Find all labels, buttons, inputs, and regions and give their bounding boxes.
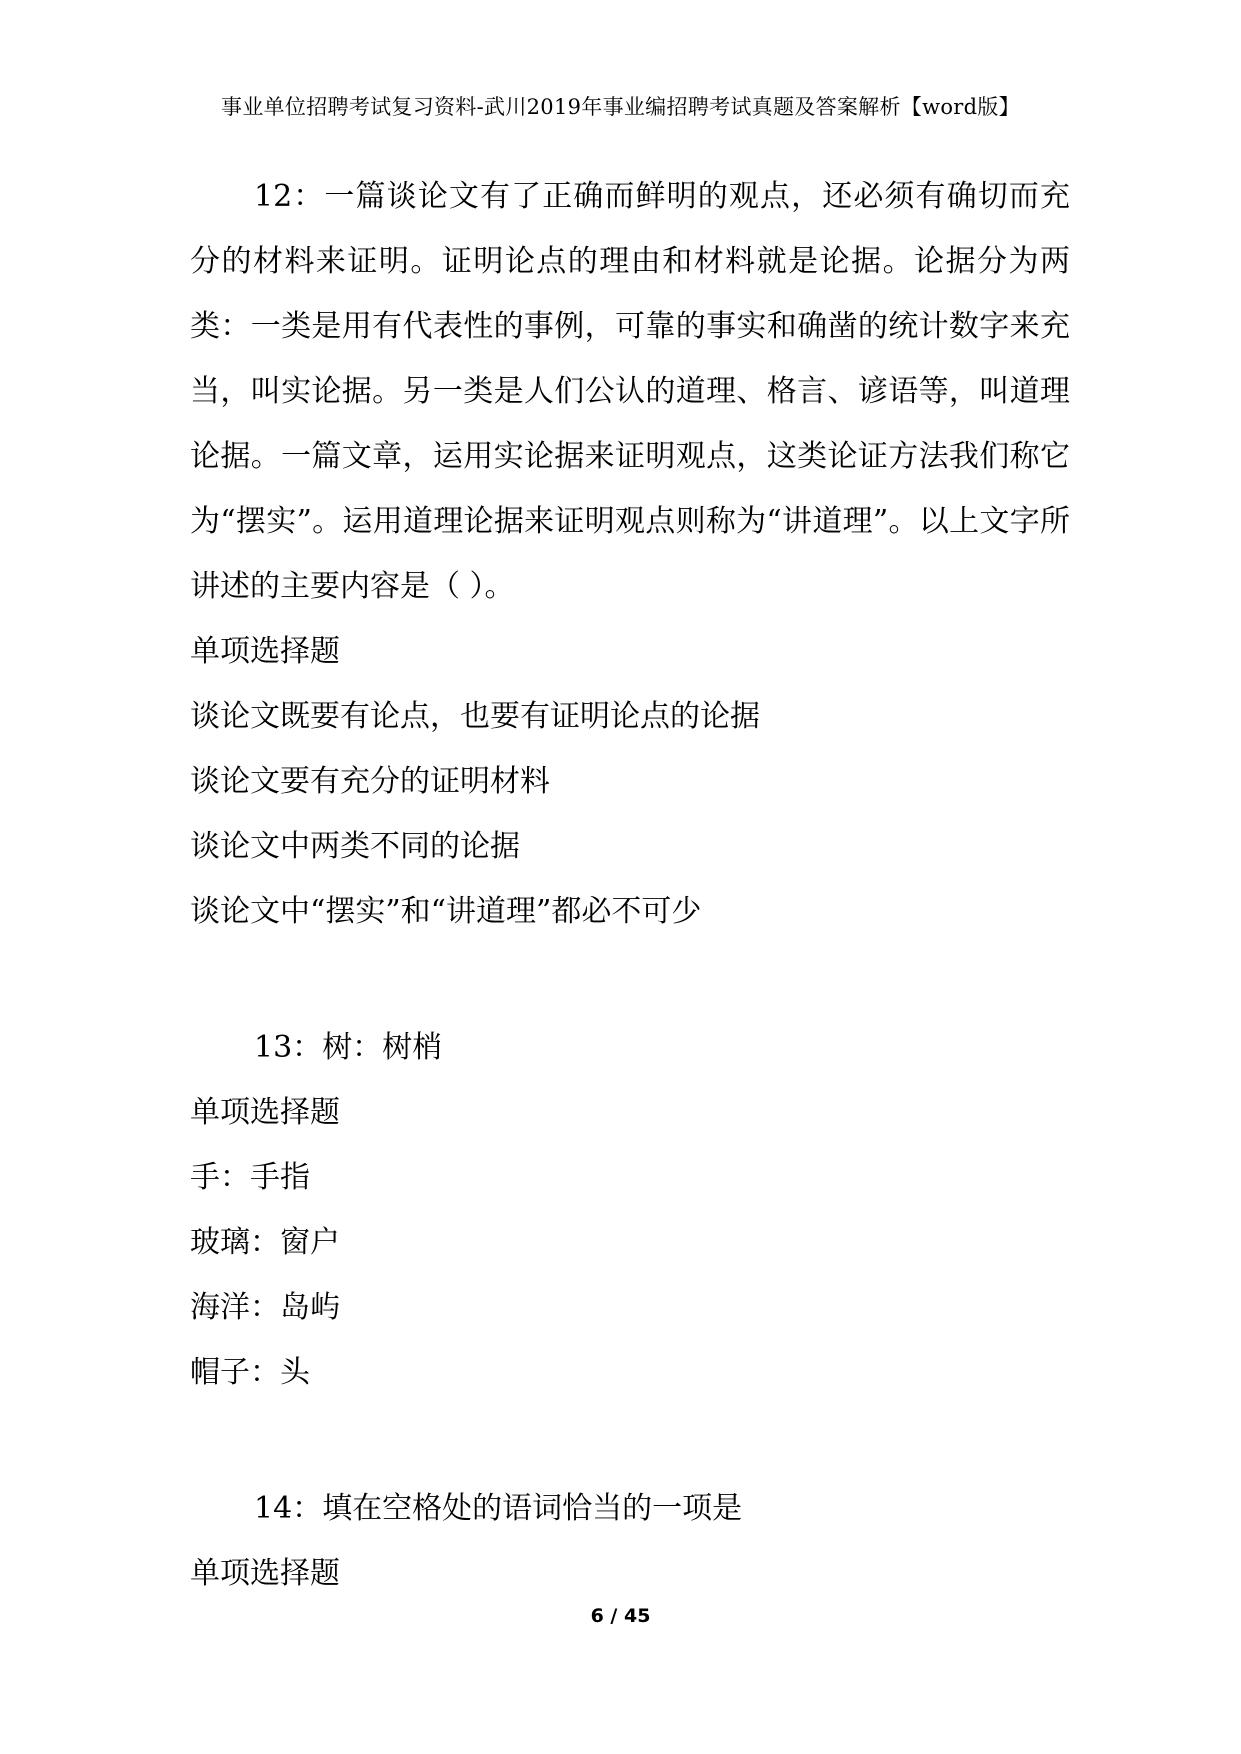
question-13 (190, 1015, 1070, 1405)
spacer (190, 1405, 1070, 1476)
question-text: 填在空格处的语词恰当的一项是 (322, 1491, 743, 1526)
question-type: 单项选择题 (190, 634, 340, 669)
page-number: 6 / 45 (590, 1605, 651, 1627)
question-number: 12： (254, 179, 325, 214)
option-d: 帽子：头 (190, 1355, 310, 1390)
option-b: 玻璃：窗户 (190, 1225, 340, 1260)
option-a: 手：手指 (190, 1160, 310, 1195)
question-stem (190, 1476, 1070, 1541)
question-type: 单项选择题 (190, 1095, 340, 1130)
question-14 (190, 1476, 1070, 1606)
question-stem (190, 164, 1070, 619)
question-text: 一篇谈论文有了正确而鲜明的观点，还必须有确切而充分的材料来证明。证明论点的理由和材料就是论据。论据分为两类：一类是用有代表性的事例，可靠的事实和确凿的统计数字来充当，叫实论据。另一类是人们公认的道理、格言、谚语等，叫道理论据。一篇文章，运用实论据来证明观点，这类论证方法我们称它为“摆实”。运用道理论据来证明观点则称为“讲道理”。以上文字所讲述的主要内容是（ ）。 (190, 179, 1070, 604)
question-number: 14： (254, 1491, 323, 1526)
option-d: 谈论文中“摆实”和“讲道理”都必不可少 (190, 894, 702, 929)
option-a: 谈论文既要有论点，也要有证明论点的论据 (190, 699, 760, 734)
option-c: 海洋：岛屿 (190, 1290, 340, 1325)
question-number: 13： (254, 1030, 323, 1065)
spacer (190, 944, 1070, 1015)
option-c: 谈论文中两类不同的论据 (190, 829, 520, 864)
question-stem (190, 1015, 1070, 1080)
question-12 (190, 164, 1070, 944)
page-header: 事业单位招聘考试复习资料-武川2019年事业编招聘考试真题及答案解析【word版】 (221, 95, 1020, 119)
question-type: 单项选择题 (190, 1556, 340, 1591)
question-text: 树：树梢 (322, 1030, 443, 1065)
option-b: 谈论文要有充分的证明材料 (190, 764, 550, 799)
document-body (190, 164, 1070, 1606)
